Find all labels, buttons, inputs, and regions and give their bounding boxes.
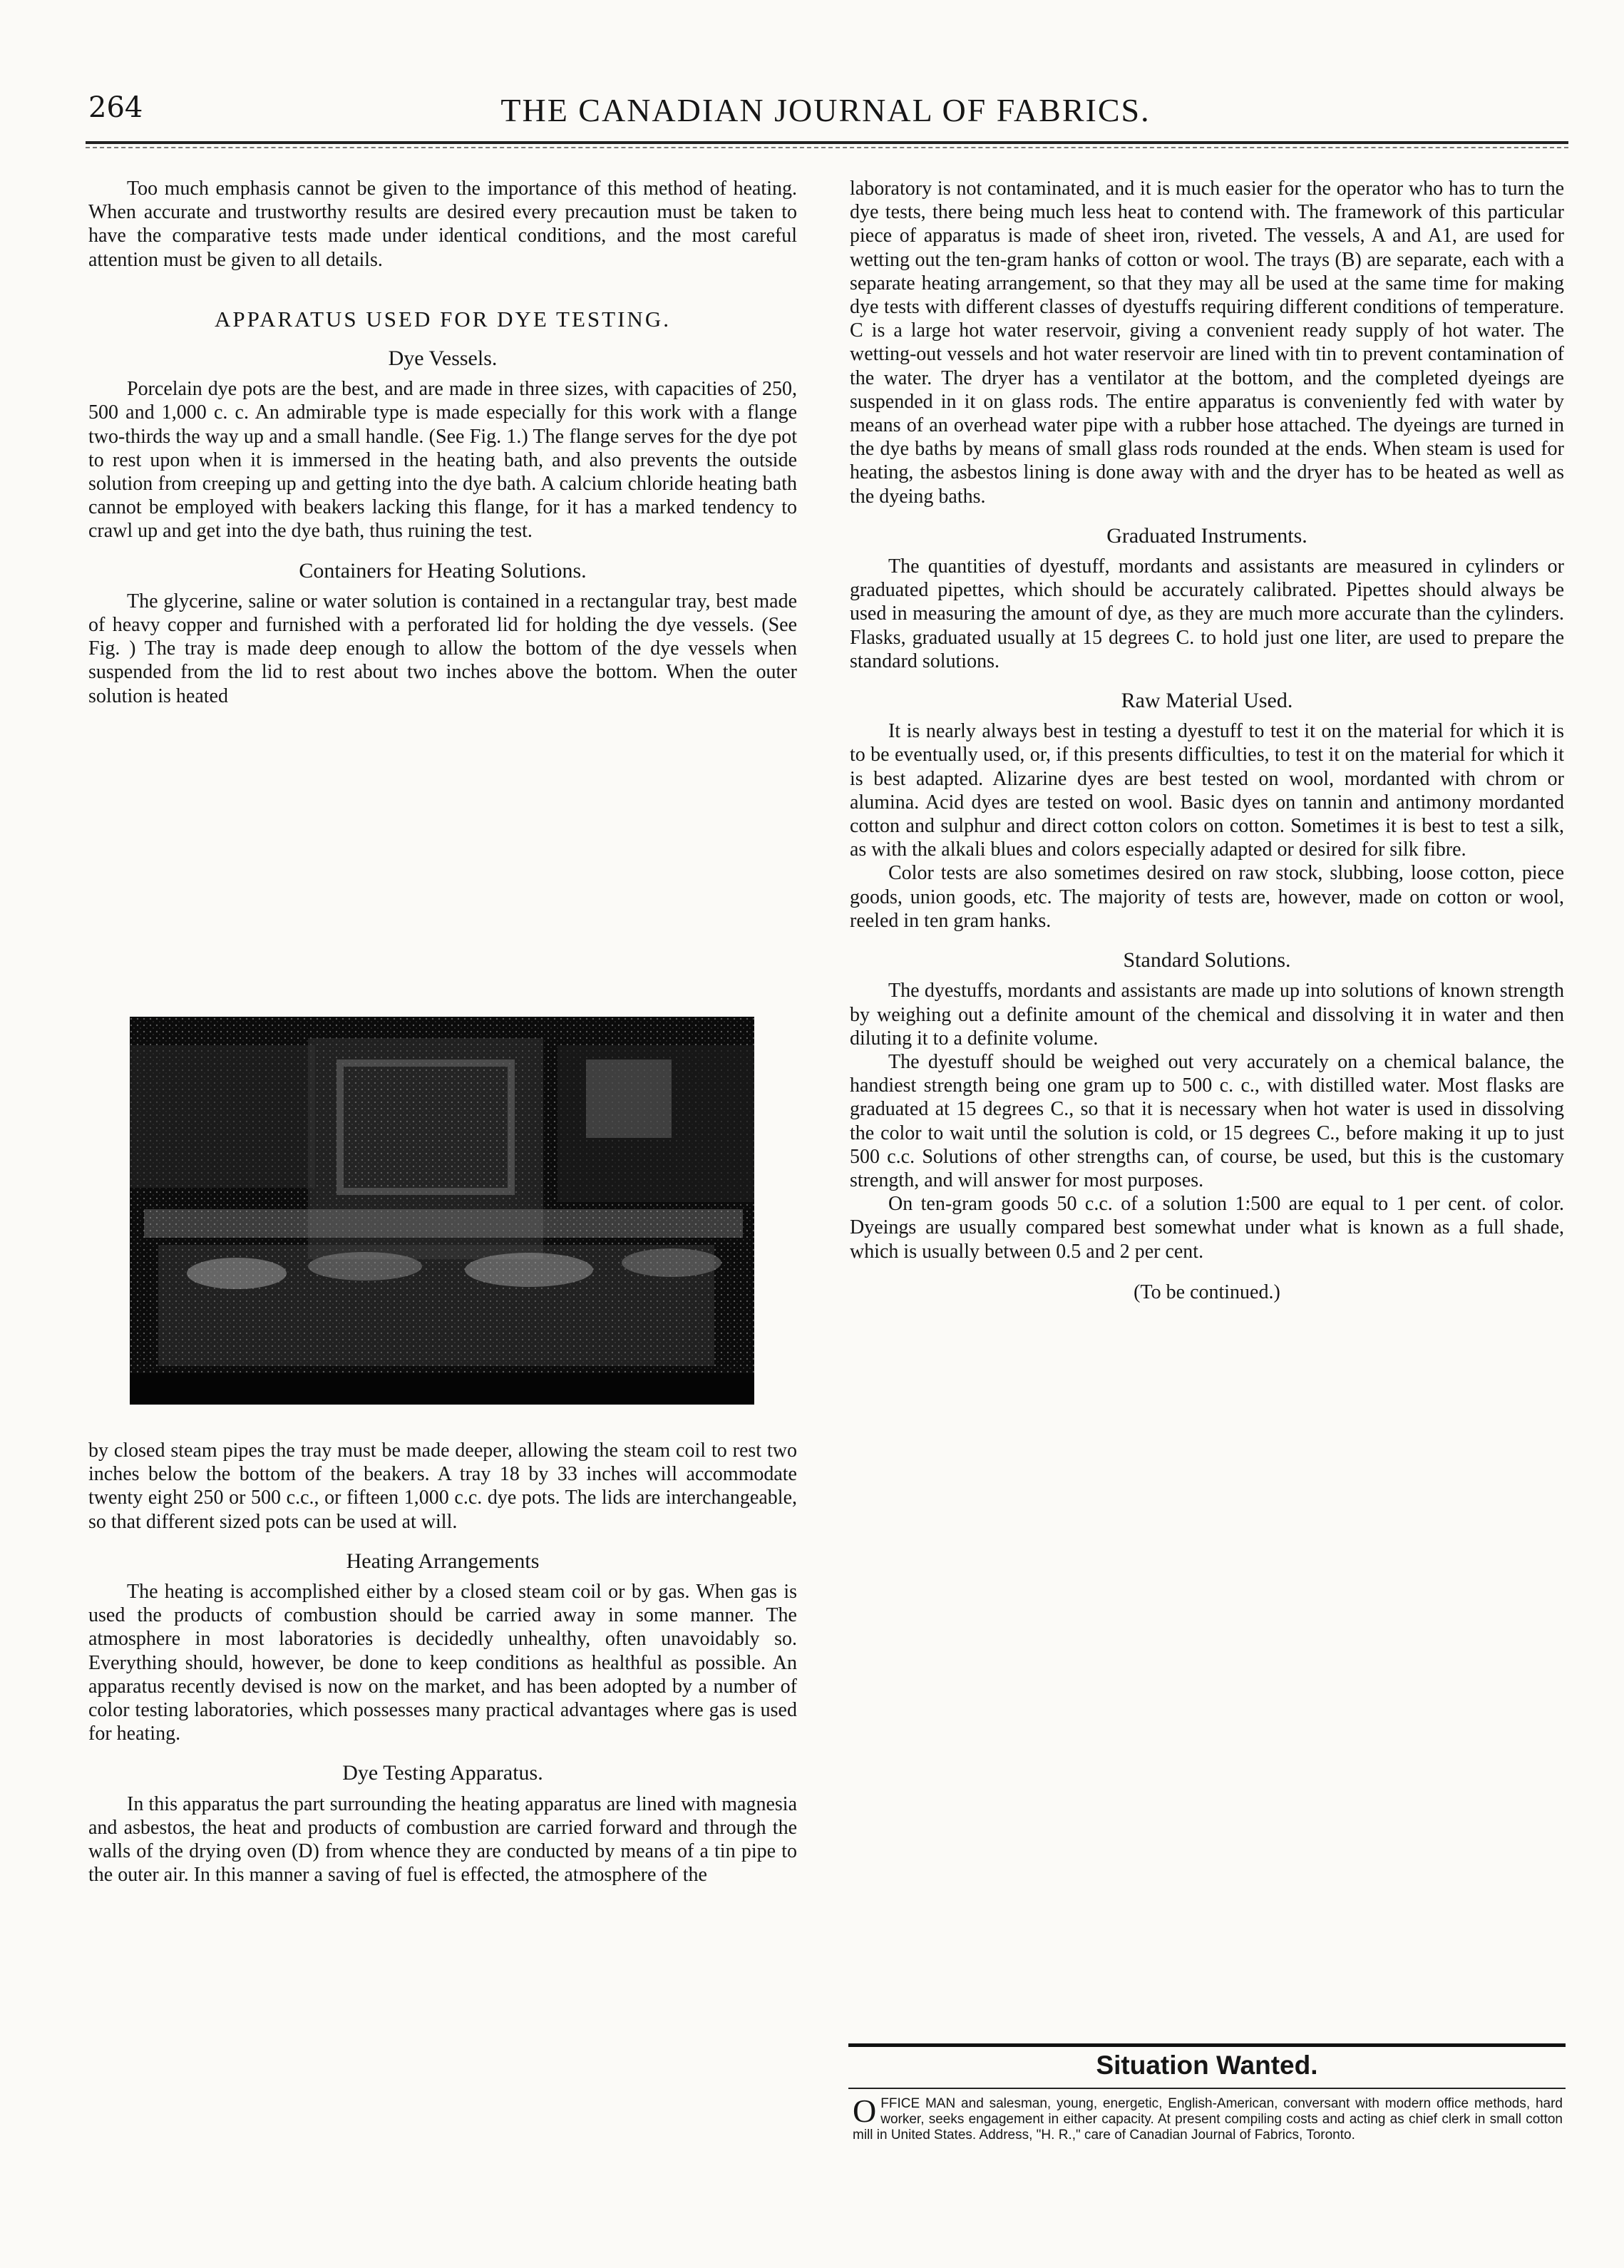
column-right [850,177,1564,1304]
paragraph-standard-solutions-3: On ten-gram goods 50 c.c. of a solution 1:500 are equal to 1 per cent. of color. Dyeings are usually compared best somewhat under what is known as a full shade, which is usually between 0.5 and 2 per cent. [850,1193,1564,1263]
advertisement-title-rule [848,2088,1566,2089]
paragraph-tray-continued: by closed steam pipes the tray must be made deeper, allowing the steam coil to rest two inches below the bottom of the beakers. A tray 18 by 33 inches will accommodate twenty eight 250 or 500 c.c., or fifteen 1,000 c.c. dye pots. The lids are interchangeable, so that different sized pots can be used at will. [88,1440,797,1533]
column-left-top [88,177,797,708]
heading-dye-vessels: Dye Vessels. [388,347,498,371]
advertisement-drop-cap: O [853,2093,877,2129]
section-title: APPARATUS USED FOR DYE TESTING. [215,306,671,332]
column-left-bottom [88,1439,797,1887]
paragraph-graduated-instruments: The quantities of dyestuff, mordants and assistants are measured in cylinders or graduated pipettes, which should be accurately calibrated. Pipettes should always be used in measuring the amount of dye, as they are much more accurate than the cylinders. Flasks, graduated usually at 15 degrees C. to hold just one liter, are used to prepare the standard solutions. [850,555,1564,672]
paragraph-standard-solutions-1: The dyestuffs, mordants and assistants are made up into solutions of known strength by weighing out a definite amount of the chemical and dissolving it in water and then diluting it to a definite volume. [850,980,1564,1050]
heading-heating-arrangements: Heating Arrangements [346,1549,540,1573]
advertisement-title: Situation Wanted. [1096,2051,1318,2080]
heading-dye-testing-apparatus: Dye Testing Apparatus. [342,1761,543,1785]
journal-title: THE CANADIAN JOURNAL OF FABRICS. [500,92,1151,128]
paragraph-dye-vessels: Porcelain dye pots are the best, and are made in three sizes, with capacities of 250, 500 and 1,000 c. c. An admirable type is made especially for this work with a flange two-thirds the way up and a small handle. (See Fig. 1.) The flange serves for the dye pot to rest upon when it is immersed in the heating bath, and also prevents the outside solution from creeping up and getting into the dye bath. A calcium chloride heating bath cannot be employed with beakers lacking this flange, for it has a marked tendency to crawl up and get into the dye bath, thus ruining the test. [88,378,797,543]
apparatus-photograph [130,1017,754,1405]
advertisement-text: FFICE MAN and salesman, young, energetic, English-American, conversant with modern office methods, hard worker, seeks engagement in either capacity. At present compiling costs and acting as chief clerk in small cotton mill in United States. Address, "H. R.," care of Canadian Journal of Fabrics, Toronto. [853,2096,1563,2143]
paragraph-standard-solutions-2: The dyestuff should be weighed out very accurately on a chemical balance, the handiest strength being one gram up to 500 c. c., with distilled water. Most flasks are graduated at 15 degrees C., so that it is necessary when hot water is used in dissolving the color to wait until the solution is cold, or 15 degrees C., before making it up to just 500 c.c. Solutions of other strengths can, of course, be used, but this is the customary strength, and will answer for most purposes. [850,1050,1564,1191]
heading-containers: Containers for Heating Solutions. [299,558,587,583]
page-number: 264 [88,91,143,124]
paragraph-intro: Too much emphasis cannot be given to the importance of this method of heating. When accurate and trustworthy results are desired every precaution must be taken to have the comparative tests made under identical conditions, and the most careful attention must be given to all details. [88,178,797,271]
paragraph-raw-material-2: Color tests are also sometimes desired on raw stock, slubbing, loose cotton, piece goods, union goods, etc. The majority of tests are, however, made on cotton or wool, reeled in ten gram hanks. [850,862,1564,932]
paragraph-containers: The glycerine, saline or water solution is contained in a rectangular tray, best made of heavy copper and furnished with a perforated lid for holding the dye vessels. (See Fig. ) The tray is made deep enough to allow the bottom of the dye vessels when suspended from the lid to rest about two inches above the bottom. When the outer solution is heated [88,590,797,707]
page-header [78,91,1573,148]
paragraph-apparatus-continued: laboratory is not contaminated, and it is much easier for the operator who has to turn the dye tests, there being much less heat to contend with. The framework of this particular piece of apparatus is made of sheet iron, riveted. The vessels, A and A1, are used for wetting out the ten-gram hanks of cotton or wool. The trays (B) are separate, each with a separate heating arrangement, so that they may all be used at the same time for making dye tests with different classes of dyestuffs requiring different conditions of temperature. C is a large hot water reservoir, giving a convenient ready supply of hot water. The wetting-out vessels and hot water reservoir are lined with tin to prevent contamination of the water. The dryer has a ventilator at the bottom, and the completed dyeings are suspended in it on glass rods. The entire apparatus is conveniently fed with water by means of an overhead water pipe with a rubber hose attached. The dyeings are turned in the dye baths by means of small glass rods rounded at the ends. When steam is used for heating, the asbestos lining is done away with and the dryer has to be heated as well as the dyeing baths. [850,178,1564,508]
to-be-continued: (To be continued.) [1134,1281,1280,1303]
header-rule [86,141,1568,144]
heading-graduated-instruments: Graduated Instruments. [1106,523,1307,548]
header-rule-dashed [86,147,1568,148]
advertisement-top-rule [848,2043,1566,2047]
advertisement-body [853,2093,1563,2143]
heading-raw-material: Raw Material Used. [1121,689,1293,713]
heading-standard-solutions: Standard Solutions. [1123,948,1291,973]
paragraph-heating-arrangements: The heating is accomplished either by a closed steam coil or by gas. When gas is used the products of combustion should be carried away in some manner. The atmosphere in most laboratories is decidedly unhealthy, often unavoidably so. Everything should, however, be done to keep conditions as healthful as possible. An apparatus recently devised is now on the market, and has been adopted by a number of color testing laboratories, which possesses many practical advantages where gas is used for heating. [88,1581,797,1745]
paragraph-dye-testing-apparatus: In this apparatus the part surrounding the heating apparatus are lined with magnesia and asbestos, the heat and products of combustion are carried forward and through the walls of the drying oven (D) from whence they are conducted by means of a tin pipe to the outer air. In this manner a saving of fuel is effected, the atmosphere of the [88,1792,797,1887]
paragraph-raw-material-1: It is nearly always best in testing a dyestuff to test it on the material for which it is to be eventually used, or, if this presents difficulties, to test it on the material for which it is best adapted. Alizarine dyes are best tested on wool, mordanted with chrom or alumina. Acid dyes are tested on wool. Basic dyes on tannin and antimony mordanted cotton and sulphur and direct cotton colors on cotton. Sometimes it is best to test a silk, as with the alkali blues and colors especially adapted or desired for silk fibre. [850,720,1564,861]
